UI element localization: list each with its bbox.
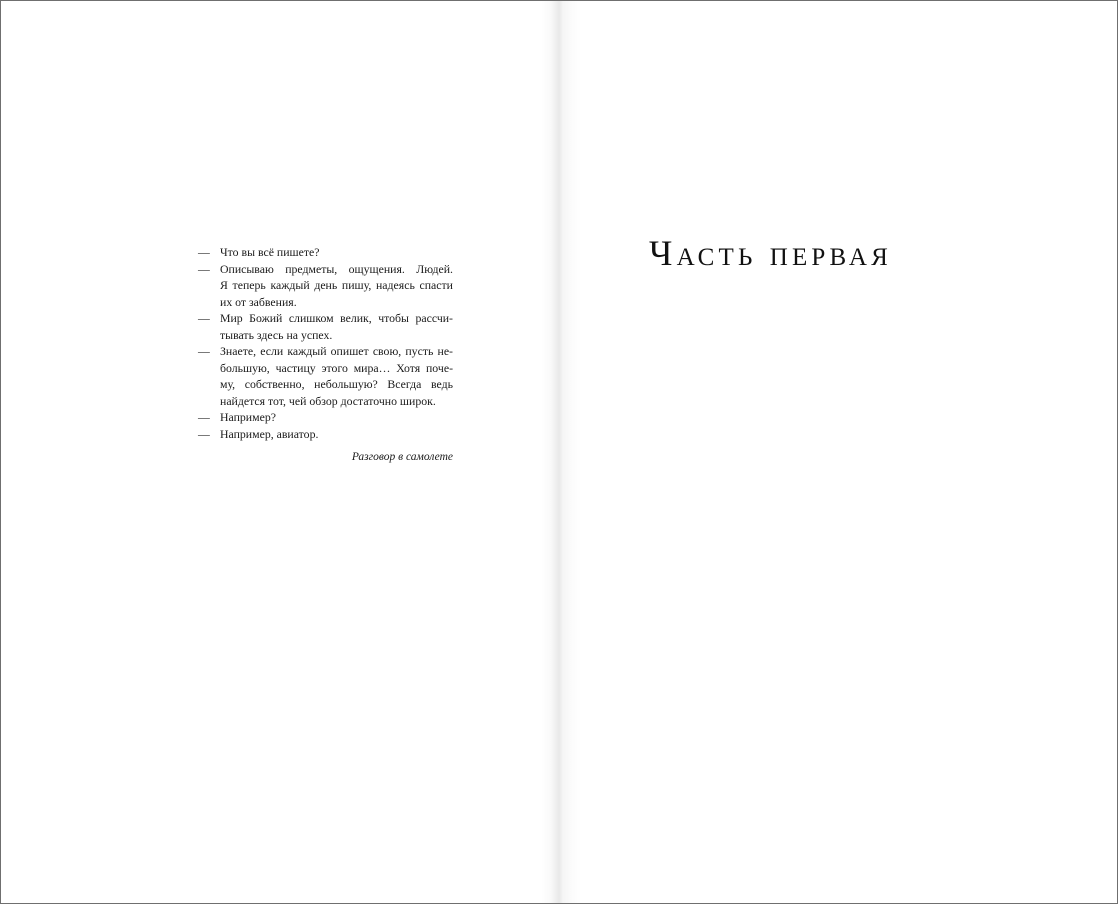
epigraph-text: Я теперь каждый день пишу, надеясь спасти	[220, 278, 453, 292]
epigraph-text: тывать здесь на успех.	[220, 327, 333, 342]
left-page	[1, 1, 557, 903]
epigraph-text: их от забвения.	[220, 294, 297, 309]
epigraph-paragraph	[220, 310, 453, 343]
epigraph-line	[198, 426, 453, 443]
dialogue-dash: —	[198, 311, 210, 325]
epigraph-line	[198, 261, 453, 311]
epigraph-text: Например, авиатор.	[220, 426, 319, 441]
dialogue-dash: —	[198, 245, 210, 259]
right-page	[557, 1, 1117, 903]
dialogue-dash: —	[198, 344, 210, 358]
epigraph-line	[198, 244, 453, 261]
epigraph-text: му, собственно, небольшую? Всегда ведь	[220, 377, 453, 391]
epigraph-line	[198, 343, 453, 409]
epigraph-text: найдется тот, чей обзор достаточно широк.	[220, 393, 436, 408]
epigraph-text: большую, частицу этого мира… Хотя поче-	[220, 360, 453, 375]
dialogue-dash: —	[198, 426, 210, 441]
dialogue-dash: —	[198, 261, 210, 276]
dialogue-dash: —	[198, 410, 210, 424]
epigraph	[198, 244, 453, 466]
epigraph-paragraph	[220, 426, 453, 443]
epigraph-paragraph	[220, 409, 453, 426]
epigraph-text: Знаете, если каждый опишет свою, пусть не-	[220, 344, 453, 358]
epigraph-text: Мир Божий слишком велик, чтобы рассчи-	[220, 311, 453, 325]
epigraph-text: Например?	[220, 410, 276, 424]
part-title: Часть первая	[649, 233, 892, 273]
epigraph-paragraph	[220, 261, 453, 311]
epigraph-source: Разговор в самолете	[351, 451, 453, 463]
epigraph-line	[198, 310, 453, 343]
epigraph-text: Описываю предметы, ощущения. Людей.	[220, 261, 453, 276]
epigraph-text: Что вы всё пишете?	[220, 245, 320, 259]
epigraph-line	[198, 409, 453, 426]
epigraph-paragraph	[220, 343, 453, 409]
epigraph-paragraph	[220, 244, 453, 261]
